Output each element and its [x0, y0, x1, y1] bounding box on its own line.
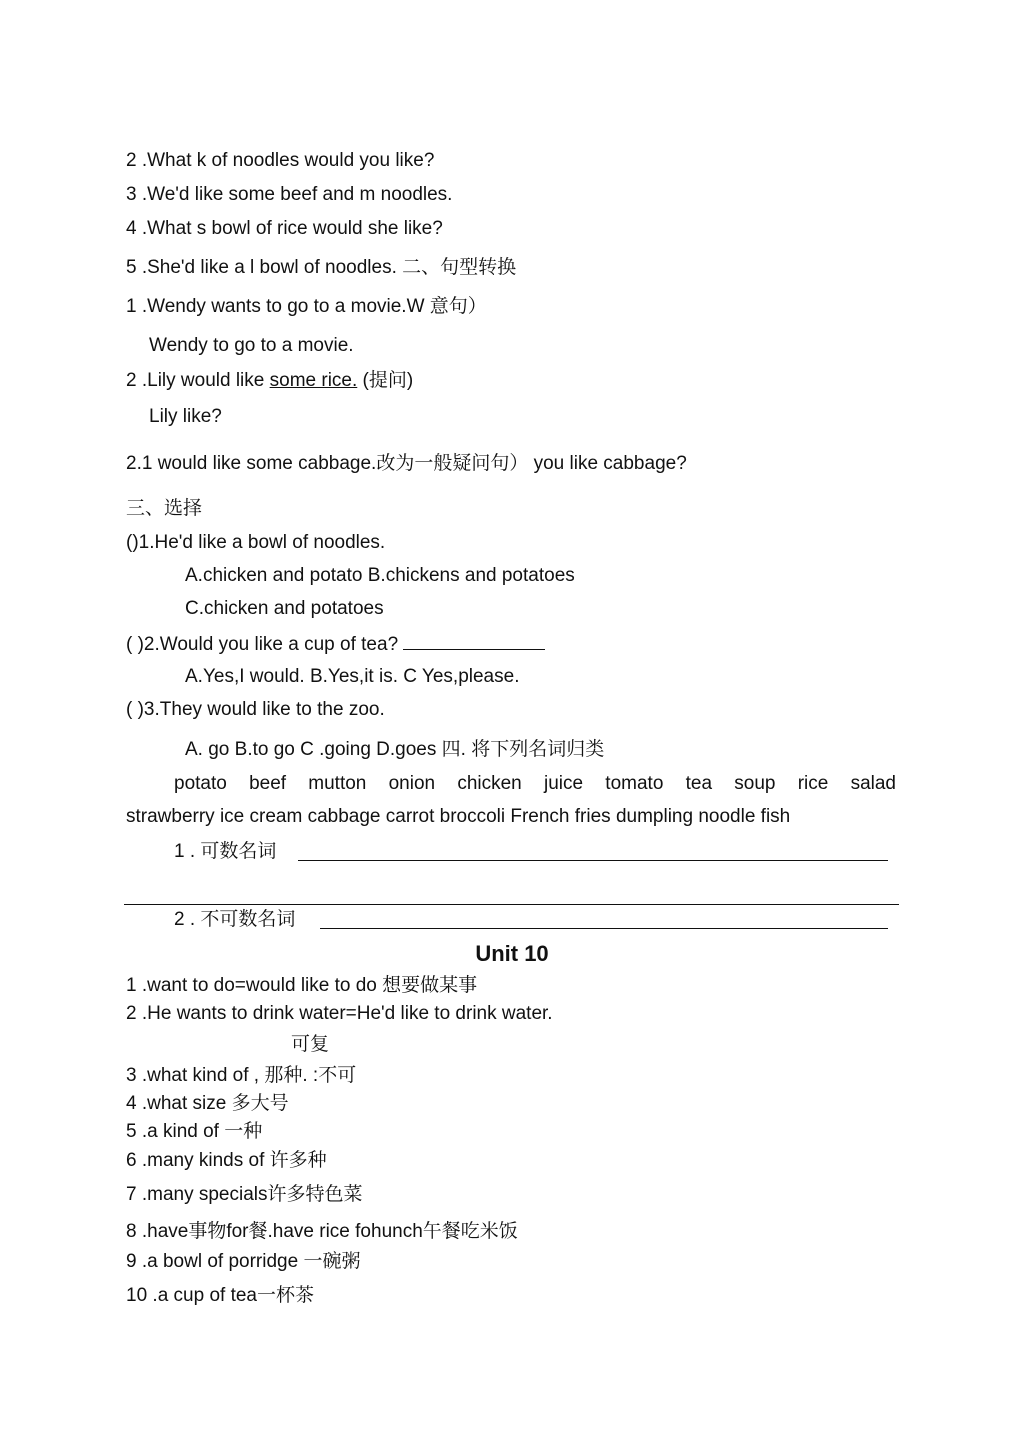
divider-line: [124, 904, 899, 905]
fill-item-3: 3 .We'd like some beef and m noodles.: [126, 184, 453, 205]
noun-list-line-1: potato beef mutton onion chicken juice tomato tea soup rice salad: [174, 773, 896, 794]
choice-options-2: A.Yes,I would. B.Yes,it is. C Yes,please.: [185, 666, 520, 687]
unit-item-9: 9 .a bowl of porridge 一碗粥: [126, 1251, 361, 1272]
unit-item-6: 6 .many kinds of 许多种: [126, 1150, 327, 1171]
noun-list-line-2: strawberry ice cream cabbage carrot broccoli French fries dumpling noodle fish: [126, 806, 791, 827]
unit-item-10: 10 .a cup of tea一杯茶: [126, 1285, 314, 1306]
fill-item-5: 5 .She'd like a l bowl of noodles. 二、句型转换: [126, 257, 517, 278]
countable-answer-line: [298, 860, 888, 861]
transform-question-1: 1 .Wendy wants to go to a movie.W 意句）: [126, 296, 487, 317]
unit-item-3: 3 .what kind of , 那种. :不可: [126, 1065, 357, 1086]
transform-answer-1: Wendy to go to a movie.: [149, 335, 354, 356]
q2-suffix: (提问): [357, 370, 414, 391]
transform-answer-2: Lily like?: [149, 406, 222, 427]
unit-item-7: 7 .many specials许多特色菜: [126, 1184, 363, 1205]
uncountable-label: 2 . 不可数名词: [174, 909, 296, 930]
q2-prefix: 2 .Lily would like: [126, 370, 270, 391]
q2-underlined: some rice.: [269, 370, 358, 391]
choice-question-3: ( )3.They would like to the zoo.: [126, 699, 385, 720]
choice-options-1ab: A.chicken and potato B.chickens and potatoes: [185, 565, 575, 586]
transform-question-3: 2.1 would like some cabbage.改为一般疑问句） you like cabbage?: [126, 453, 687, 474]
fill-item-2: 2 .What k of noodles would you like?: [126, 150, 435, 171]
q2-text: ( )2.Would you like a cup of tea?: [126, 634, 399, 655]
unit-item-4: 4 .what size 多大号: [126, 1093, 289, 1114]
unit-note: 可复: [291, 1034, 330, 1055]
unit-item-2: 2 .He wants to drink water=He'd like to drink water.: [126, 1003, 553, 1024]
transform-question-2: [126, 369, 413, 393]
choice-heading: 三、选择: [126, 498, 203, 519]
unit-item-1: 1 .want to do=would like to do 想要做某事: [126, 975, 478, 996]
answer-blank: [403, 631, 545, 650]
choice-question-1: ()1.He'd like a bowl of noodles.: [126, 532, 386, 553]
uncountable-answer-line: [320, 928, 888, 929]
unit-title: Unit 10: [475, 941, 549, 966]
unit-item-5: 5 .a kind of 一种: [126, 1121, 263, 1142]
countable-label: 1 . 可数名词: [174, 841, 277, 862]
unit-item-8: 8 .have事物for餐.have rice fohunch午餐吃米饭: [126, 1221, 518, 1242]
choice-question-2: [126, 631, 545, 657]
choice-options-3: A. go B.to go C .going D.goes 四. 将下列名词归类: [185, 739, 605, 760]
choice-options-1c: C.chicken and potatoes: [185, 598, 384, 619]
fill-item-4: 4 .What s bowl of rice would she like?: [126, 218, 443, 239]
